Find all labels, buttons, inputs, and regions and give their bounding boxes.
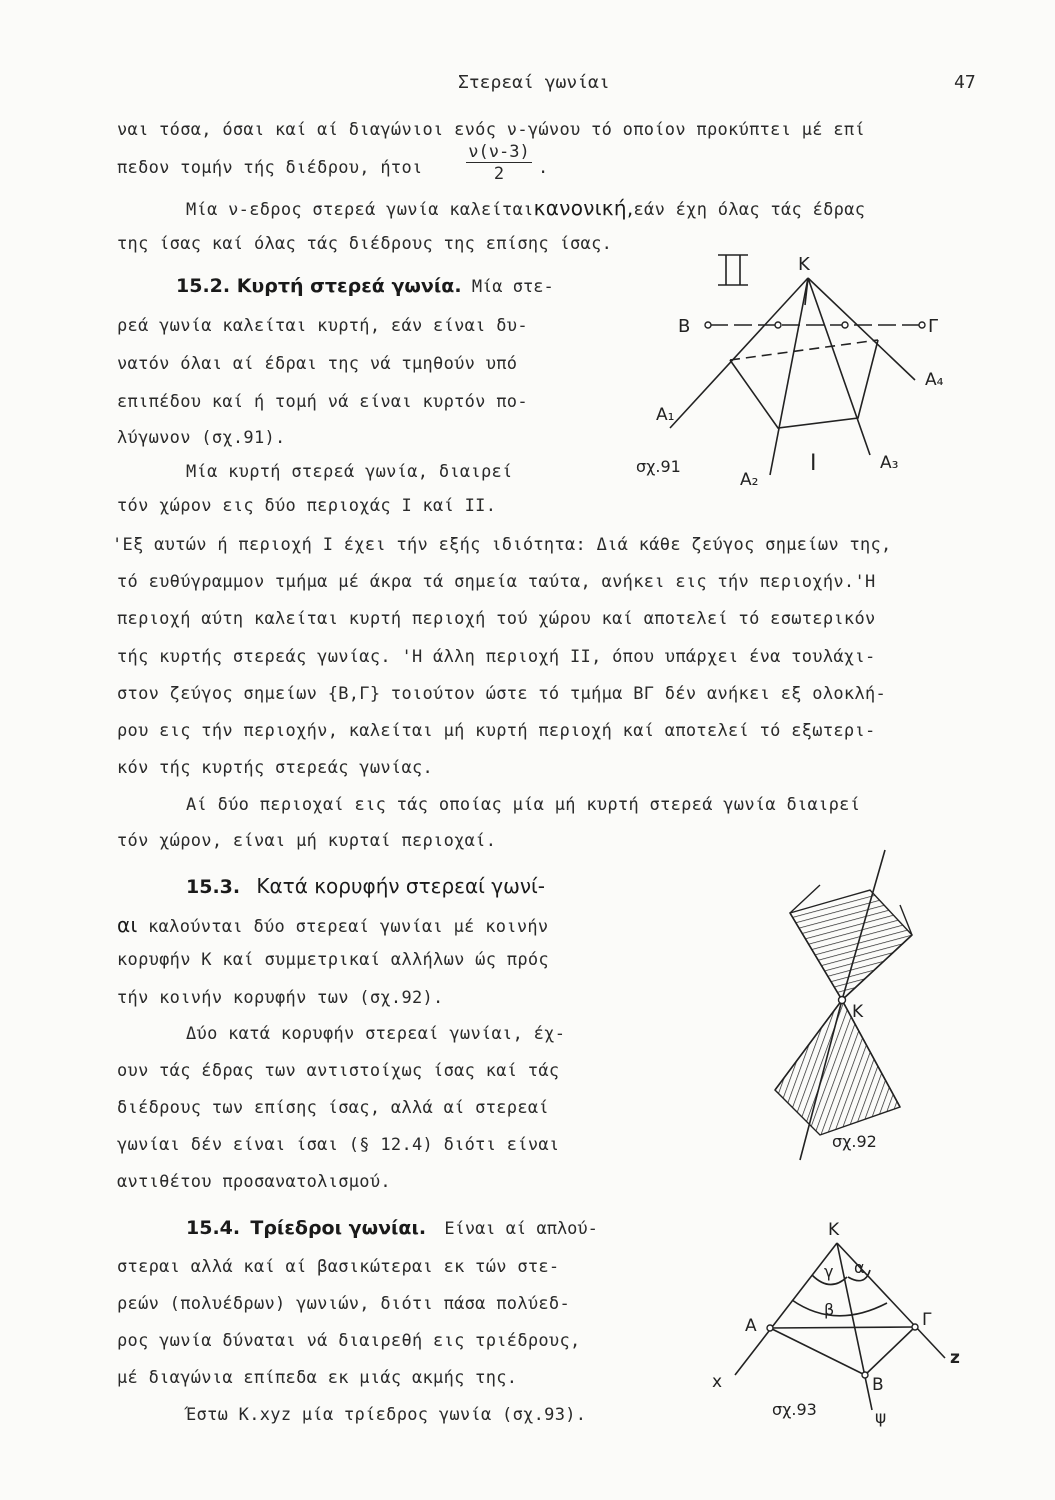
roman-numeral-II xyxy=(718,255,748,285)
sec153-line-8: αντιθέτου προσανατολισμού. xyxy=(117,1172,391,1192)
label-A2: A₂ xyxy=(740,470,759,490)
sec152-para-4: τής κυρτής στερεάς γωνίας. 'Η άλλη περιοχή II, όπου υπάρχει ένα τουλάχι- xyxy=(117,647,876,667)
label-beta: β xyxy=(824,1300,835,1319)
edge-K-A3 xyxy=(808,278,870,455)
sec153-line-2: κορυφήν Κ καί συμμετρικαί αλλήλων ώς πρός xyxy=(117,950,549,970)
intro-line-1: ναι τόσα, όσαι καί αί διαγώνιοι ενός ν-γώνου τό οποίον προκύπτει μέ επί xyxy=(117,120,865,140)
sec152-para-7: κόν τής κυρτής στερεάς γωνίας. xyxy=(117,758,434,778)
section-15-3-heading-line xyxy=(186,874,545,898)
point-Gamma xyxy=(919,322,925,328)
figure-92 xyxy=(760,845,910,1175)
edge-K-A2 xyxy=(770,278,808,475)
point-Gamma xyxy=(912,1324,918,1330)
intro-line-2 xyxy=(117,158,423,178)
sec154-line-6: Έστω Κ.xyz μία τρίεδρος γωνία (σχ.93). xyxy=(186,1405,587,1425)
sec153-line-1-start: αι xyxy=(117,913,138,937)
sec152-para-3: περιοχή αύτη καλείται κυρτή περιοχή τού χώρου καί αποτελεί τό εσωτερικόν xyxy=(117,609,876,629)
running-header-title: Στερεαί γωνίαι xyxy=(458,72,610,93)
figure-93 xyxy=(700,1215,990,1430)
fraction-numerator: ν(ν-3) xyxy=(466,142,532,163)
label-Gamma: Γ xyxy=(922,1310,932,1330)
label-x: x xyxy=(712,1372,723,1392)
sec152-line-2: ρεά γωνία καλείται κυρτή, εάν είναι δυ- xyxy=(117,316,528,336)
point-intersect-1 xyxy=(775,322,781,328)
section-polygon-back xyxy=(730,340,878,360)
label-A1: A₁ xyxy=(656,405,675,425)
sec152-line-6: Μία κυρτή στερεά γωνία, διαιρεί xyxy=(186,462,513,482)
arc-beta xyxy=(792,1300,887,1316)
caption-fig93: σχ.93 xyxy=(772,1400,817,1419)
intro-line-2-period: . xyxy=(538,158,549,178)
label-K: K xyxy=(852,1002,864,1022)
sec152-para-1: 'Εξ αυτών ή περιοχή I έχει τήν εξής ιδιότητα: Διά κάθε ζεύγος σημείων της, xyxy=(112,535,892,555)
label-gamma: γ xyxy=(824,1262,834,1281)
sec154-line-2: στεραι αλλά καί αί βασικώτεραι εκ τών στε- xyxy=(117,1257,560,1277)
label-B: B xyxy=(678,316,691,337)
label-K: K xyxy=(798,254,810,275)
vertex-K xyxy=(839,997,846,1004)
section-15-3-heading: Κατά κορυφήν στερεαί γωνί- xyxy=(256,874,546,898)
roman-numeral-I: I xyxy=(810,451,817,476)
label-B: B xyxy=(872,1375,884,1395)
section-15-4-heading: Τρίεδροι γωνίαι. xyxy=(250,1217,427,1239)
sec153-line-1 xyxy=(117,913,548,937)
point-B xyxy=(862,1372,868,1378)
intro-line-2-text: πεδον τομήν τής διέδρου, ήτοι xyxy=(117,158,423,178)
sec152-para-9: τόν χώρον, είναι μή κυρταί περιοχαί. xyxy=(117,831,497,851)
sec154-line-1: Είναι αί απλού- xyxy=(444,1219,598,1239)
point-B xyxy=(705,322,711,328)
segment-Gamma-B xyxy=(865,1327,915,1375)
point-A xyxy=(767,1325,773,1331)
label-alpha: α xyxy=(854,1258,865,1277)
page-number: 47 xyxy=(954,72,976,93)
point-intersect-2 xyxy=(842,322,848,328)
intro-line-3a: Μία ν-εδρος στερεά γωνία καλείται xyxy=(186,200,534,220)
sec153-line-1-rest: καλούνται δύο στερεαί γωνίαι μέ κοινήν xyxy=(148,917,549,937)
edge-K-A4 xyxy=(808,278,915,380)
sec152-para-8: Αί δύο περιοχαί εις τάς οποίας μία μή κυρτή στερεά γωνία διαιρεί xyxy=(186,795,861,815)
label-psi: ψ xyxy=(875,1408,887,1428)
caption-fig92: σχ.92 xyxy=(832,1132,877,1151)
term-kanoniki: κανονική, xyxy=(533,196,634,220)
label-z: z xyxy=(950,1348,960,1368)
sec154-line-5: μέ διαγώνια επίπεδα εκ μιάς ακμής της. xyxy=(117,1368,518,1388)
label-A: A xyxy=(745,1316,757,1336)
section-15-4-heading-line xyxy=(186,1217,598,1239)
figure-91 xyxy=(630,240,970,500)
segment-A-B xyxy=(770,1328,865,1375)
sec152-line-4: επιπέδου καί ή τομή νά είναι κυρτόν πο- xyxy=(117,392,528,412)
sec152-para-6: ρου εις τήν περιοχήν, καλείται μή κυρτή περιοχή καί αποτελεί τό εξωτερι- xyxy=(117,721,876,741)
sec154-line-3: ρεών (πολυέδρων) γωνιών, διότι πάσα πολύεδ- xyxy=(117,1294,570,1314)
sec153-line-5: ουν τάς έδρας των αντιστοίχως ίσας καί τάς xyxy=(117,1061,560,1081)
label-K: K xyxy=(828,1220,840,1240)
sec153-line-6: διέδρους των επίσης ίσας, αλλά αί στερεαί xyxy=(117,1098,549,1118)
section-15-4-number: 15.4. xyxy=(186,1217,241,1239)
sec152-line-7: τόν χώρον εις δύο περιοχάς I καί II. xyxy=(117,496,497,516)
sec152-line-1: Μία στε- xyxy=(471,277,554,297)
sec152-line-5: λύγωνον (σχ.91). xyxy=(117,428,286,448)
intro-line-3 xyxy=(186,196,865,220)
sec153-line-4: Δύο κατά κορυφήν στερεαί γωνίαι, έχ- xyxy=(186,1024,566,1044)
sec153-line-7: γωνίαι δέν είναι ίσαι (§ 12.4) διότι είναι xyxy=(117,1135,560,1155)
section-15-2-heading-line xyxy=(176,275,554,297)
intro-line-3c: εάν έχη όλας τάς έδρας xyxy=(633,200,866,220)
sec153-line-3: τήν κοινήν κορυφήν των (σχ.92). xyxy=(117,988,444,1008)
caption-fig91: σχ.91 xyxy=(636,457,681,476)
fraction xyxy=(466,142,532,185)
sec152-para-2: τό ευθύγραμμον τμήμα μέ άκρα τά σημεία ταύτα, ανήκει εις τήν περιοχήν.'Η xyxy=(117,572,876,592)
sec152-line-3: νατόν όλαι αί έδραι της νά τμηθούν υπό xyxy=(117,354,518,374)
edge-x xyxy=(735,1243,837,1375)
label-Gamma: Γ xyxy=(928,316,939,337)
section-15-3-number: 15.3. xyxy=(186,876,241,898)
sec154-line-4: ρος γωνία δύναται νά διαιρεθή εις τριέδρους, xyxy=(117,1331,581,1351)
intro-line-4: της ίσας καί όλας τάς διέδρους της επίσης ίσας. xyxy=(117,234,613,254)
sec152-para-5: στον ζεύγος σημείων {Β,Γ} τοιούτον ώστε τό τμήμα ΒΓ δέν ανήκει εξ ολοκλή- xyxy=(117,684,887,704)
label-A4: A₄ xyxy=(925,370,944,390)
fraction-denominator: 2 xyxy=(493,164,505,184)
segment-A-Gamma xyxy=(770,1327,915,1328)
label-A3: A₃ xyxy=(880,453,899,473)
section-15-2-heading: 15.2. Κυρτή στερεά γωνία. xyxy=(176,275,462,297)
